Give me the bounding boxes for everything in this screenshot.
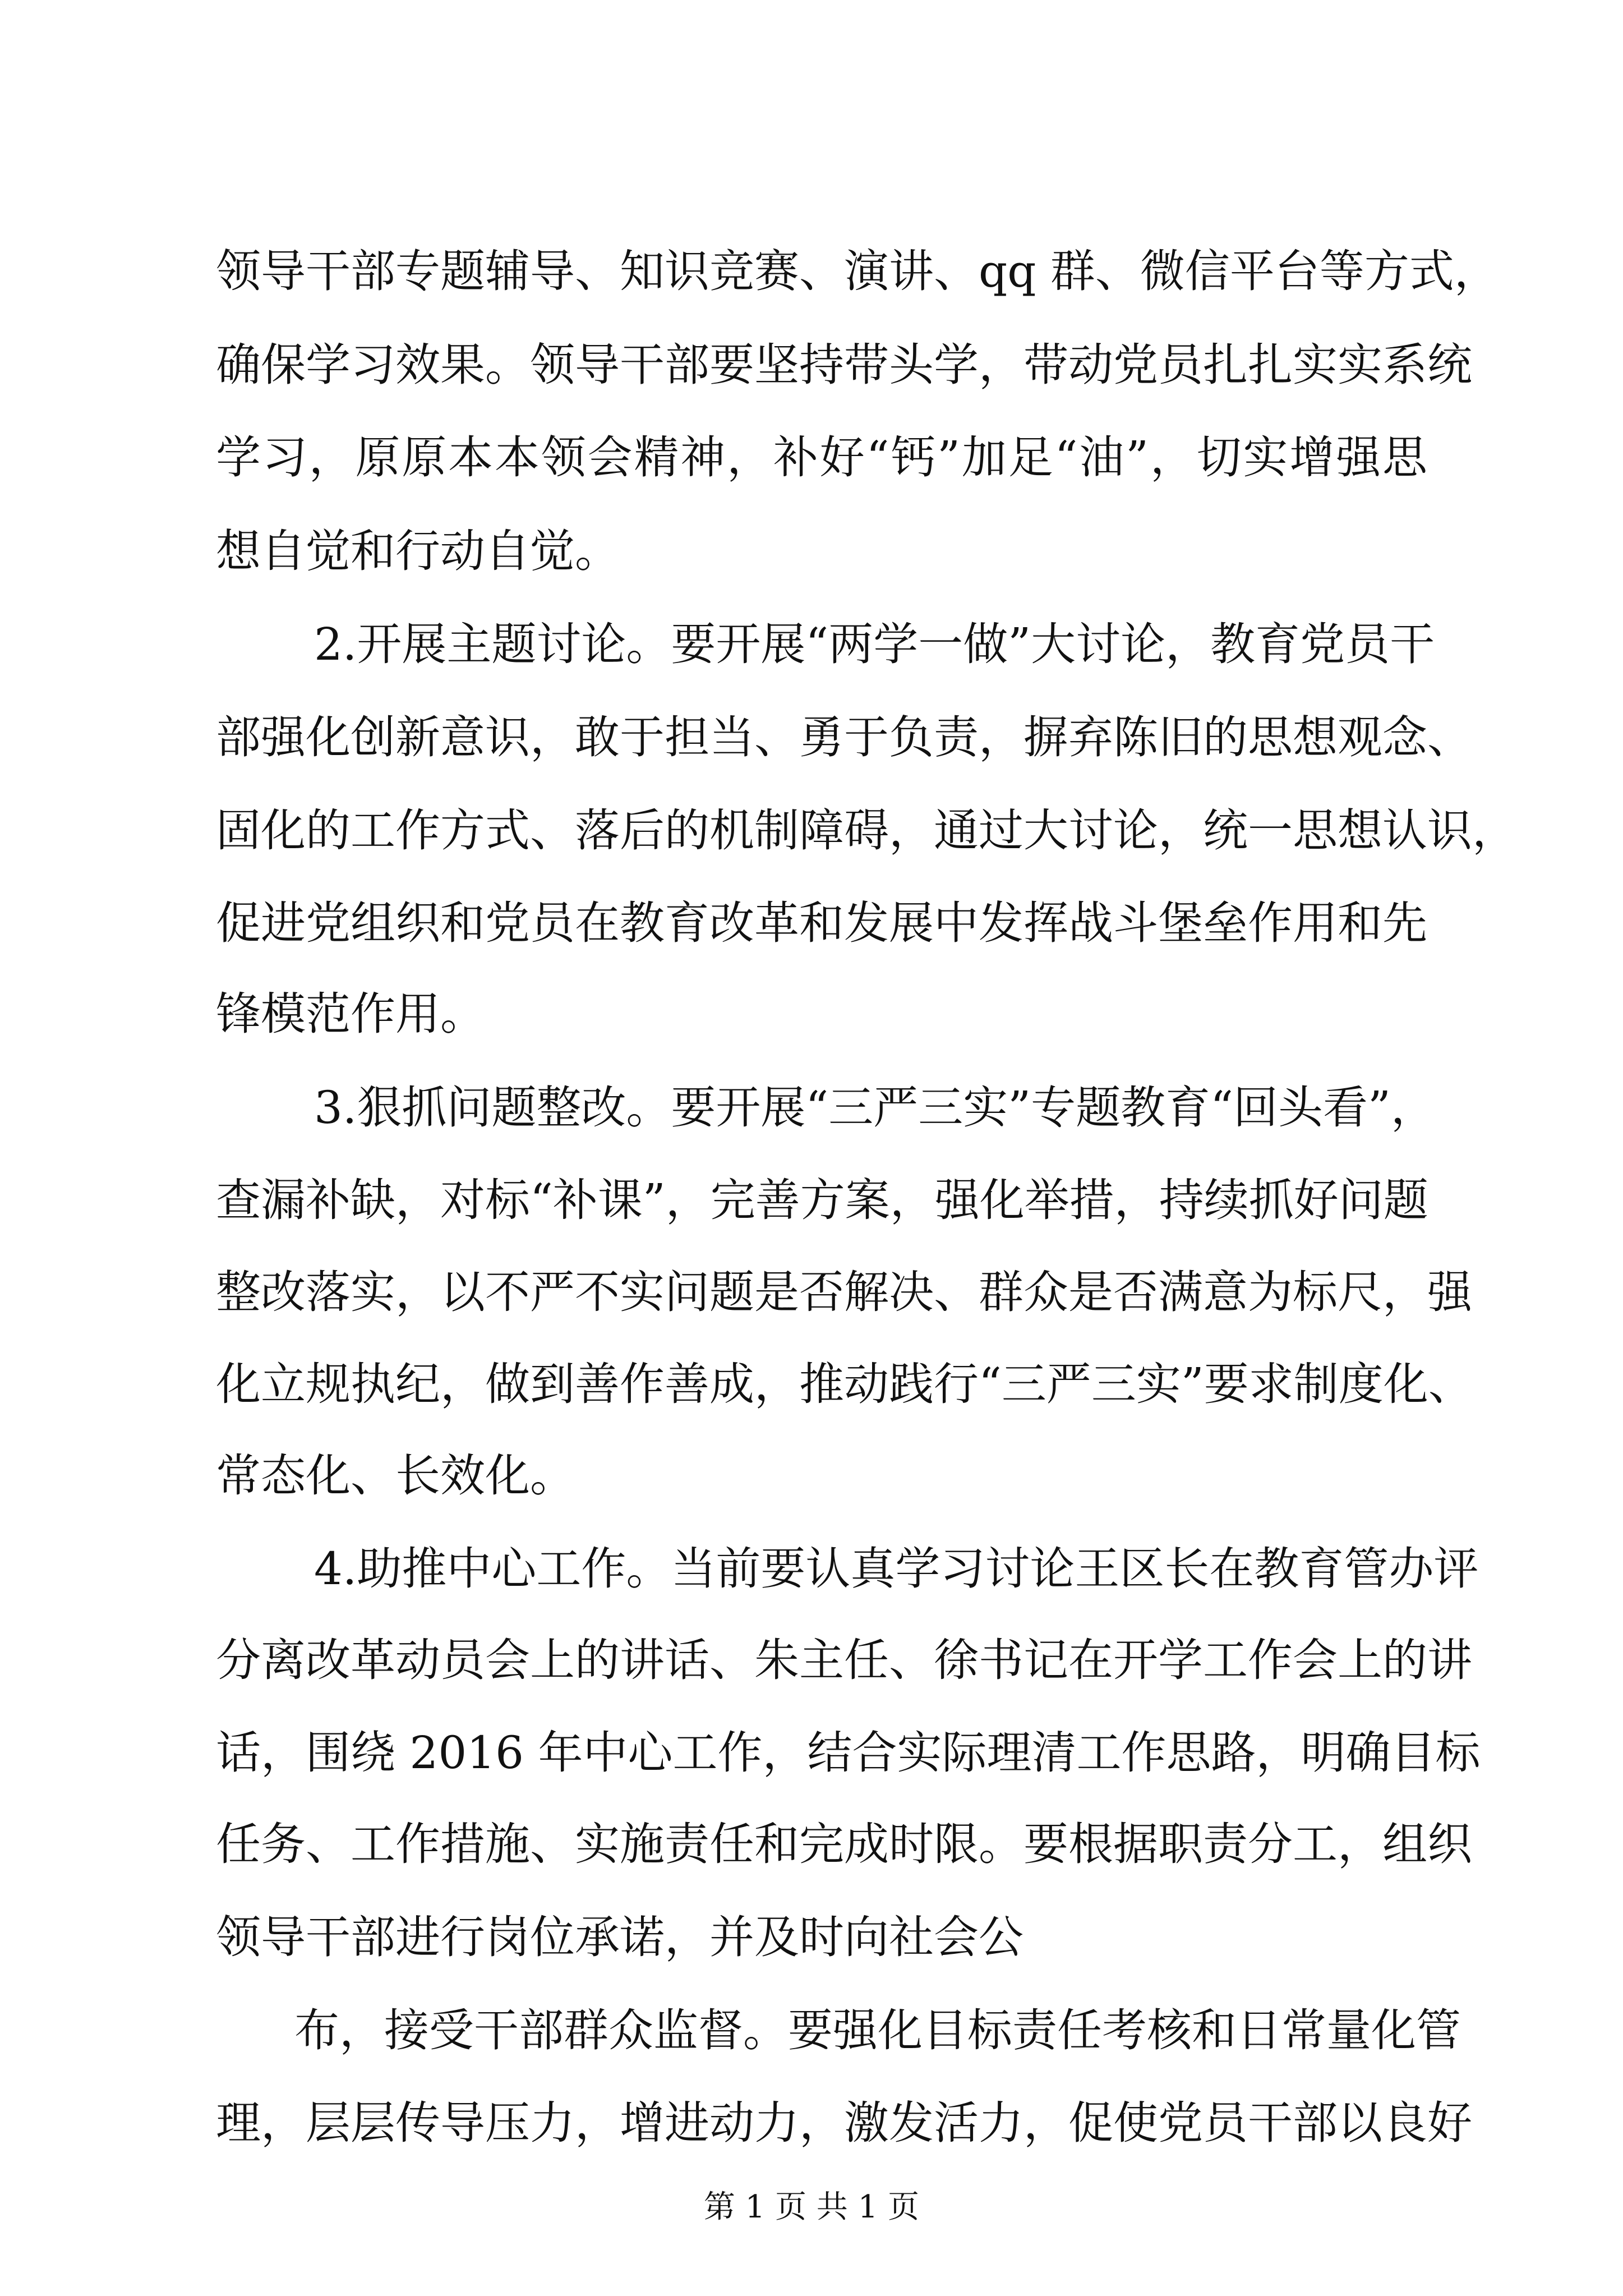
text-line: 理，层层传导压力，增进动力，激发活力，促使党员干部以良好 <box>216 2097 1472 2149</box>
text-line: 促进党组织和党员在教育改革和发展中发挥战斗堡垒作用和先 <box>216 897 1427 949</box>
text-line: 固化的工作方式、落后的机制障碍，通过大讨论，统一思想认识， <box>216 804 1517 857</box>
text-line: 想自觉和行动自觉。 <box>216 525 620 577</box>
text-line: 查漏补缺，对标“补课”，完善方案，强化举措，持续抓好问题 <box>216 1174 1428 1226</box>
text-line: 领导干部专题辅导、知识竞赛、演讲、qq 群、微信平台等方式， <box>216 245 1499 297</box>
text-line: 化立规执纪，做到善作善成，推动践行“三严三实”要求制度化、 <box>216 1358 1473 1410</box>
text-line: 领导干部进行岗位承诺，并及时向社会公 <box>216 1911 1023 1963</box>
page-footer: 第 1 页 共 1 页 <box>703 2189 920 2225</box>
text-line: 任务、工作措施、实施责任和完成时限。要根据职责分工，组织 <box>216 1818 1472 1870</box>
text-line: 确保学习效果。领导干部要坚持带头学，带动党员扎扎实实系统 <box>216 339 1472 391</box>
text-line: 布，接受干部群众监督。要强化目标责任考核和日常量化管 <box>294 2004 1461 2056</box>
text-line: 话，围绕 2016 年中心工作，结合实际理清工作思路，明确目标 <box>216 1727 1481 1779</box>
text-line: 学习，原原本本领会精神，补好“钙”加足“油”，切实增强思 <box>216 431 1427 484</box>
text-line: 2.开展主题讨论。要开展“两学一做”大讨论，教育党员干 <box>314 618 1435 670</box>
text-line: 部强化创新意识，敢于担当、勇于负责，摒弃陈旧的思想观念、 <box>216 711 1472 763</box>
text-line: 分离改革动员会上的讲话、朱主任、徐书记在开学工作会上的讲 <box>216 1634 1472 1686</box>
text-line: 锋模范作用。 <box>216 988 485 1040</box>
text-line: 整改落实，以不严不实问题是否解决、群众是否满意为标尺，强 <box>216 1266 1472 1318</box>
text-line: 常态化、长效化。 <box>216 1450 575 1502</box>
text-line: 4.助推中心工作。当前要认真学习讨论王区长在教育管办评 <box>314 1543 1479 1595</box>
text-line: 3.狠抓问题整改。要开展“三严三实”专题教育“回头看”， <box>314 1082 1436 1134</box>
